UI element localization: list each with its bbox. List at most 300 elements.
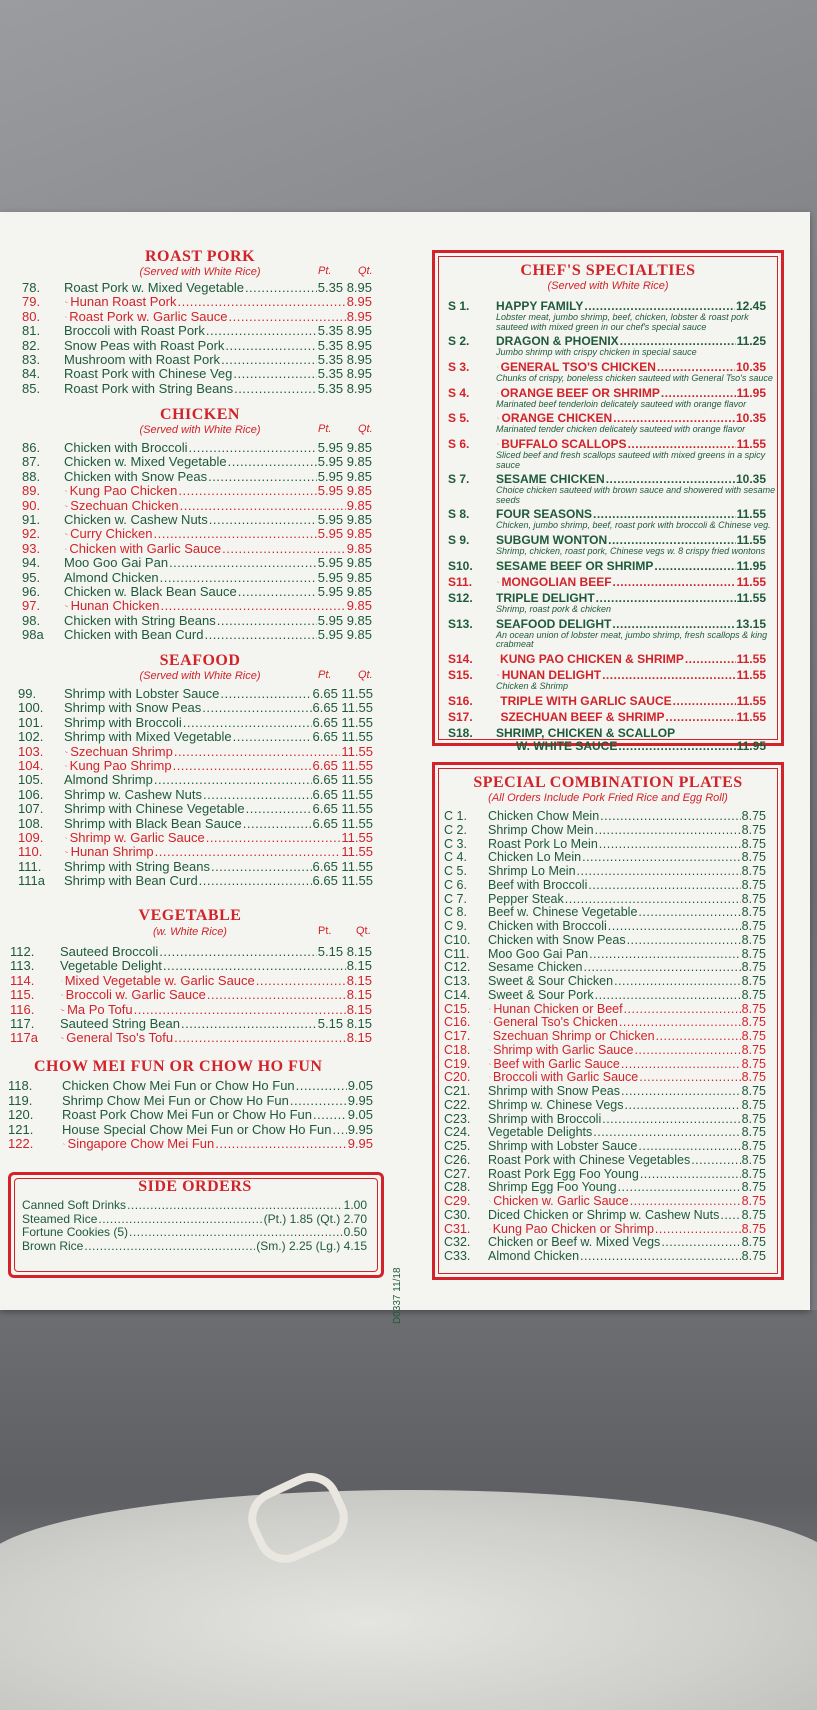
- chili-pepper-icon: [65, 848, 69, 856]
- chili-pepper-icon: [65, 834, 68, 842]
- item-price: 8.75: [741, 1042, 766, 1057]
- chili-pepper-icon: [65, 762, 68, 770]
- item-name: Kung Pao Shrimp: [69, 758, 172, 773]
- item-name: Mushroom with Roast Pork: [64, 352, 221, 367]
- item-name: Shrimp with Chinese Vegetable: [64, 801, 245, 817]
- dot-leader: [618, 739, 735, 754]
- dot-leader: [582, 850, 741, 865]
- dot-leader: [673, 694, 736, 709]
- item-price: 8.75: [741, 1001, 766, 1016]
- dot-leader: [211, 859, 312, 874]
- item-name: Moo Goo Gai Pan: [488, 946, 589, 961]
- item-number: S 1.: [448, 299, 470, 313]
- item-name: General Tso's Chicken: [493, 1015, 618, 1030]
- dot-leader: [595, 823, 741, 838]
- item-price: 5.35 8.95: [317, 352, 372, 367]
- item-number: 108.: [18, 815, 44, 831]
- item-price: 10.35: [735, 472, 766, 487]
- chili-pepper-icon: [65, 502, 68, 510]
- dot-leader: [84, 1239, 255, 1254]
- item-name: Chicken with Garlic Sauce: [69, 540, 222, 556]
- menu-item: [18, 758, 373, 773]
- menu-item: [18, 816, 373, 831]
- item-price: 5.35 8.95: [317, 366, 372, 382]
- item-name: Hunan Chicken: [70, 598, 160, 614]
- item-name: Shrimp w. Garlic Sauce: [69, 830, 205, 845]
- dot-leader: [233, 729, 312, 744]
- menu-item: [444, 864, 766, 879]
- menu-page: [0, 212, 810, 1324]
- item-price: 11.55: [736, 507, 766, 522]
- item-name: Shrimp Lo Mein: [488, 864, 576, 878]
- item-name: Shrimp Chow Mei Fun or Chow Ho Fun: [62, 1092, 289, 1108]
- dot-leader: [160, 570, 317, 585]
- item-price: 5.95 9.85: [317, 512, 372, 527]
- chili-pepper-icon: [497, 414, 500, 422]
- item-number: C 3.: [444, 836, 467, 851]
- item-number: 90.: [22, 497, 41, 513]
- item-price: 8.75: [741, 1015, 766, 1030]
- item-number: S 4.: [448, 385, 470, 400]
- item-number: C 4.: [444, 850, 467, 865]
- section-subtitle-combination: (All Orders Include Pork Fried Rice and Egg Roll): [488, 792, 728, 804]
- item-price: 8.75: [741, 1125, 766, 1140]
- menu-item: [444, 1139, 766, 1154]
- item-name: Shrimp with Snow Peas: [64, 700, 202, 716]
- item-price: 8.15: [346, 1001, 372, 1017]
- menu-item: [18, 700, 373, 715]
- item-name: Diced Chicken or Shrimp w. Cashew Nuts: [488, 1207, 720, 1222]
- chili-pepper-icon: [65, 748, 68, 756]
- item-number: S15.: [448, 668, 473, 683]
- item-name: TRIPLE DELIGHT: [496, 591, 595, 606]
- item-number: 121.: [8, 1121, 34, 1137]
- menu-item: [22, 338, 372, 353]
- dot-leader: [656, 1029, 741, 1044]
- item-name: Chicken with Bean Curd: [64, 627, 204, 643]
- menu-item: [444, 1180, 766, 1195]
- item-price: 8.75: [741, 946, 766, 961]
- menu-item: [444, 1235, 766, 1250]
- item-number: 98a: [22, 627, 44, 643]
- item-number: 107.: [18, 801, 44, 817]
- item-price: 8.75: [741, 1139, 766, 1153]
- dot-leader: [174, 1030, 346, 1045]
- menu-item: [18, 801, 373, 816]
- item-price: 11.95: [736, 558, 766, 573]
- item-number: S14.: [448, 652, 473, 667]
- item-price: 5.35 8.95: [317, 280, 372, 295]
- item-name: Chicken with Snow Peas: [64, 468, 208, 484]
- item-price: 8.75: [741, 1207, 766, 1222]
- item-name: Vegetable Delight: [60, 958, 162, 974]
- item-price: 8.75: [741, 1249, 766, 1263]
- dot-leader: [181, 1016, 317, 1031]
- item-number: 89.: [22, 483, 41, 499]
- item-number: C12.: [444, 960, 471, 975]
- item-price: 6.65 11.55: [312, 714, 373, 730]
- menu-item: [18, 830, 373, 845]
- item-price: 8.15: [346, 1030, 372, 1046]
- section-title-seafood: SEAFOOD: [159, 652, 241, 669]
- item-price: 11.55: [341, 743, 373, 759]
- item-price: 8.75: [741, 987, 766, 1002]
- item-price: 6.65 11.55: [312, 801, 373, 817]
- item-price: 5.35 8.95: [317, 337, 372, 353]
- chili-pepper-icon: [65, 602, 69, 610]
- item-name: Beef w. Chinese Vegetable: [488, 905, 638, 920]
- menu-item: [22, 555, 372, 570]
- menu-item: [22, 627, 372, 642]
- section-subtitle-roast-pork: (Served with White Rice): [139, 266, 261, 278]
- menu-item: [22, 584, 372, 599]
- item-number: C11.: [444, 946, 470, 961]
- item-name: Roast Pork Chow Mei Fun or Chow Ho Fun: [62, 1107, 312, 1123]
- dot-leader: [208, 469, 317, 484]
- item-price: 8.75: [741, 836, 766, 851]
- item-name: Moo Goo Gai Pan: [64, 555, 169, 571]
- item-number: C17.: [444, 1029, 471, 1043]
- menu-item: [444, 1249, 766, 1264]
- menu-item: [22, 352, 372, 367]
- menu-item: [444, 960, 766, 975]
- col-qt-roast-pork: Qt.: [358, 265, 373, 277]
- item-number: C32.: [444, 1235, 471, 1250]
- menu-item: [444, 1043, 766, 1058]
- menu-item: [448, 710, 766, 725]
- menu-item: [10, 958, 372, 973]
- dot-leader: [173, 758, 312, 773]
- menu-item: [10, 1002, 372, 1017]
- menu-item: [444, 892, 766, 907]
- item-price: 11.95: [736, 385, 766, 400]
- item-description: crabmeat: [496, 639, 534, 650]
- item-price: 12.45: [735, 299, 766, 313]
- dot-leader: [589, 947, 741, 962]
- dot-leader: [577, 864, 741, 879]
- item-price: 8.15: [346, 958, 372, 974]
- menu-item: [10, 1016, 372, 1031]
- item-name: Roast Pork Egg Foo Young: [488, 1166, 639, 1181]
- item-number: S 3.: [448, 359, 470, 374]
- item-name: Singapore Chow Mei Fun: [67, 1136, 215, 1152]
- item-price: 8.75: [741, 891, 766, 906]
- item-name: Hunan Roast Pork: [70, 294, 177, 310]
- chili-pepper-icon: [65, 298, 68, 306]
- menu-item: [444, 1002, 766, 1017]
- item-description: Marinated beef tenderloin delicately sauteed with orange flavor: [496, 398, 747, 409]
- item-description: Lobster meat, jumbo shrimp, beef, chicken, lobster & roast pork: [496, 312, 749, 322]
- item-name: Mixed Vegetable w. Garlic Sauce: [64, 972, 255, 988]
- item-price: 9.85: [346, 540, 372, 556]
- menu-item: [22, 512, 372, 527]
- menu-item: [444, 850, 766, 865]
- item-price: 8.75: [741, 974, 766, 988]
- item-name: Sweet & Sour Chicken: [488, 974, 614, 988]
- menu-item: [10, 973, 372, 988]
- menu-item: [22, 309, 372, 324]
- dot-leader: [624, 1002, 741, 1017]
- dot-leader: [720, 1208, 740, 1223]
- item-number: 112.: [10, 944, 35, 959]
- item-name: Szechuan Shrimp or Chicken: [492, 1029, 655, 1043]
- item-number: C33.: [444, 1249, 471, 1263]
- item-number: 86.: [22, 440, 41, 455]
- item-number: S 2.: [448, 334, 470, 349]
- item-price: 8.75: [741, 1029, 766, 1043]
- item-number: 102.: [18, 729, 44, 745]
- dot-leader: [204, 627, 316, 642]
- menu-item: [448, 559, 766, 574]
- item-number: S16.: [448, 694, 473, 708]
- item-price: 8.75: [741, 809, 766, 823]
- col-pt-roast-pork: Pt.: [318, 265, 332, 277]
- menu-item: [22, 598, 372, 613]
- item-number: S 8.: [448, 507, 470, 522]
- item-price: 8.75: [741, 905, 766, 920]
- item-name: Shrimp with Bean Curd: [64, 873, 198, 889]
- item-name: KUNG PAO CHICKEN & SHRIMP: [500, 652, 684, 667]
- item-price: 5.35 8.95: [317, 323, 372, 339]
- chili-pepper-icon: [489, 1073, 491, 1081]
- item-number: C22.: [444, 1097, 471, 1112]
- item-name: Chicken or Beef w. Mixed Vegs: [488, 1235, 661, 1250]
- menu-item: [444, 1098, 766, 1113]
- item-price: 5.95 9.85: [317, 468, 372, 484]
- item-name: Chicken w. Garlic Sauce: [493, 1194, 629, 1208]
- item-number: 100.: [18, 700, 44, 716]
- item-name: HUNAN DELIGHT: [501, 668, 602, 683]
- menu-item: [10, 944, 372, 959]
- item-number: C21.: [444, 1084, 471, 1098]
- item-number: C23.: [444, 1111, 471, 1126]
- item-price: 9.95: [347, 1092, 373, 1108]
- item-price: 9.05: [347, 1107, 373, 1123]
- item-number: 85.: [22, 380, 41, 396]
- item-price: 6.65 11.55: [312, 686, 373, 701]
- item-number: 120.: [8, 1107, 34, 1123]
- item-number: 88.: [22, 468, 41, 484]
- menu-item: [444, 947, 766, 962]
- item-name: Broccoli with Roast Pork: [64, 323, 205, 339]
- item-name: Roast Pork Lo Mein: [488, 836, 598, 851]
- col-qt-chicken: Qt.: [358, 423, 373, 435]
- item-number: S 6.: [448, 437, 470, 451]
- item-name: Roast Pork with Chinese Vegetables: [488, 1152, 691, 1167]
- item-name: Hunan Chicken or Beef: [493, 1001, 623, 1016]
- item-price: 8.75: [741, 1235, 766, 1250]
- dot-leader: [155, 844, 341, 859]
- dot-leader: [639, 1070, 740, 1085]
- chili-pepper-icon: [497, 713, 498, 721]
- item-name: SEAFOOD DELIGHT: [496, 616, 612, 631]
- item-number: C31.: [444, 1221, 471, 1236]
- item-number: S17.: [448, 710, 473, 725]
- menu-item: [444, 823, 766, 838]
- item-number: 97.: [22, 598, 41, 614]
- item-number: C28.: [444, 1180, 471, 1195]
- item-name: GENERAL TSO'S CHICKEN: [500, 359, 656, 374]
- item-price: 10.35: [735, 359, 766, 374]
- item-price: 8.75: [741, 1221, 766, 1236]
- item-number: 91.: [22, 512, 41, 527]
- item-name: Almond Shrimp: [64, 772, 153, 788]
- dot-leader: [608, 919, 741, 934]
- menu-item: [448, 694, 766, 709]
- item-price: 11.55: [341, 830, 373, 845]
- cloth: [0, 1490, 817, 1710]
- item-price: 11.55: [736, 591, 766, 606]
- item-name: Shrimp with Lobster Sauce: [488, 1139, 638, 1153]
- dot-leader: [209, 512, 317, 527]
- dot-leader: [220, 686, 311, 701]
- section-title-chefs-specialties: CHEF'S SPECIALTIES: [520, 262, 696, 279]
- menu-item: [22, 526, 372, 541]
- menu-item: [444, 1084, 766, 1099]
- menu-item: [444, 809, 766, 824]
- item-number: 83.: [22, 352, 41, 367]
- item-price: 8.15: [346, 987, 372, 1003]
- item-number: C 9.: [444, 919, 467, 933]
- item-name: Shrimp with Lobster Sauce: [64, 686, 220, 701]
- item-price: 8.75: [741, 1084, 766, 1098]
- item-name: Roast Pork with String Beans: [64, 380, 234, 396]
- menu-item: [444, 905, 766, 920]
- dot-leader: [215, 1136, 346, 1151]
- dot-leader: [180, 498, 346, 513]
- item-number: C30.: [444, 1207, 471, 1222]
- menu-item: [18, 873, 373, 888]
- item-name: Kung Pao Chicken or Shrimp: [492, 1221, 654, 1236]
- item-name: Chicken Chow Mei Fun or Chow Ho Fun: [62, 1078, 295, 1093]
- item-description: Chicken, jumbo shrimp, beef, roast pork with broccoli & Chinese veg.: [496, 520, 771, 531]
- menu-item: [8, 1078, 373, 1093]
- col-pt-vegetable: Pt.: [318, 925, 332, 937]
- menu-item: [8, 1107, 373, 1122]
- chili-pepper-icon: [61, 1034, 64, 1042]
- menu-item: [444, 1222, 766, 1237]
- item-price: 5.95 9.85: [317, 612, 372, 628]
- item-description: Choice chicken sauteed with brown sauce and showered with sesame: [496, 485, 776, 496]
- item-price: 6.65 11.55: [312, 700, 373, 716]
- item-name: Hunan Shrimp: [70, 844, 154, 860]
- item-name: MONGOLIAN BEEF: [501, 575, 612, 589]
- item-number: 101.: [18, 714, 44, 730]
- item-price: 5.95 9.85: [317, 627, 372, 643]
- item-number: C 8.: [444, 905, 467, 920]
- item-name: Shrimp with Mixed Vegetable: [64, 729, 232, 745]
- print-code: D0337 11/18: [392, 1267, 403, 1324]
- section-title-combination: SPECIAL COMBINATION PLATES: [473, 774, 743, 791]
- item-number: 106.: [18, 786, 44, 802]
- item-number: C 6.: [444, 877, 467, 892]
- item-price: 8.75: [741, 1180, 766, 1195]
- item-price: 5.95 9.85: [317, 483, 372, 499]
- item-number: 105.: [18, 772, 44, 788]
- menu-item-continued: [516, 739, 766, 754]
- item-number: 111.: [18, 858, 42, 874]
- item-description: seeds: [496, 494, 521, 505]
- chili-pepper-icon: [497, 655, 498, 663]
- item-description: sauce: [496, 459, 521, 470]
- item-name: DRAGON & PHOENIX: [496, 334, 619, 349]
- dot-leader: [313, 1107, 347, 1122]
- dot-leader: [580, 1249, 741, 1264]
- item-name: Shrimp w. Cashew Nuts: [64, 786, 202, 802]
- item-price: 8.15: [346, 972, 372, 988]
- chili-pepper-icon: [65, 487, 68, 495]
- dot-leader: [225, 338, 316, 353]
- item-number: C 5.: [444, 864, 467, 878]
- item-number: 95.: [22, 569, 41, 585]
- item-name: Chicken Lo Mein: [488, 850, 582, 865]
- menu-item: [22, 294, 372, 309]
- chili-pepper-icon: [61, 977, 63, 985]
- dot-leader: [199, 873, 312, 888]
- col-qt-seafood: Qt.: [358, 669, 373, 681]
- menu-item: [444, 1208, 766, 1223]
- section-title-vegetable: VEGETABLE: [138, 907, 242, 924]
- menu-item: [444, 1112, 766, 1127]
- item-price: 11.55: [736, 710, 766, 725]
- item-name: Chicken with Broccoli: [488, 919, 607, 933]
- menu-item: [444, 919, 766, 934]
- dot-leader: [217, 613, 317, 628]
- menu-item: [10, 1030, 372, 1045]
- item-name: Sauteed String Bean: [60, 1016, 180, 1031]
- dot-leader: [160, 598, 345, 613]
- item-number: S18.: [448, 726, 473, 741]
- item-number: C25.: [444, 1139, 471, 1153]
- item-price: 9.85: [346, 598, 372, 614]
- menu-item: [444, 1057, 766, 1072]
- item-name: Shrimp with Garlic Sauce: [493, 1042, 634, 1057]
- item-price: 9.95: [347, 1136, 373, 1152]
- item-price: 8.75: [741, 822, 766, 837]
- item-number: 116.: [10, 1001, 35, 1017]
- menu-item: [8, 1093, 373, 1108]
- item-price: (Sm.) 2.25 (Lg.) 4.15: [256, 1238, 367, 1253]
- item-name: Chicken with Broccoli: [64, 440, 188, 455]
- dot-leader: [246, 801, 312, 816]
- item-price: 0.50: [343, 1225, 367, 1239]
- dot-leader: [333, 1122, 347, 1137]
- item-price: 9.85: [346, 497, 372, 513]
- item-name: Shrimp w. Chinese Vegs: [488, 1097, 624, 1112]
- item-name: Shrimp with String Beans: [64, 858, 210, 874]
- section-title-roast-pork: ROAST PORK: [144, 248, 256, 265]
- dot-leader: [655, 1222, 741, 1237]
- menu-item: [8, 1136, 373, 1151]
- col-pt-seafood: Pt.: [318, 669, 332, 681]
- section-subtitle-chefs-specialties: (Served with White Rice): [547, 280, 669, 292]
- menu-item: [444, 933, 766, 948]
- menu-item: [22, 1239, 367, 1254]
- item-name: Beef with Broccoli: [488, 877, 588, 892]
- item-price: 5.35 8.95: [317, 380, 372, 396]
- dot-leader: [233, 366, 316, 381]
- item-name: HAPPY FAMILY: [496, 299, 584, 313]
- dot-leader: [685, 652, 736, 667]
- dot-leader: [661, 1235, 740, 1250]
- dot-leader: [207, 987, 346, 1002]
- item-price: 8.75: [741, 960, 766, 975]
- item-description: Sliced beef and fresh scallops sauteed with mixed greens in a spicy: [496, 450, 766, 460]
- section-subtitle-vegetable: (w. White Rice): [153, 926, 227, 938]
- item-price: 11.55: [736, 668, 766, 683]
- item-name: House Special Chow Mei Fun or Chow Ho Fun: [62, 1121, 332, 1137]
- section-title-side-orders: SIDE ORDERS: [138, 1178, 252, 1195]
